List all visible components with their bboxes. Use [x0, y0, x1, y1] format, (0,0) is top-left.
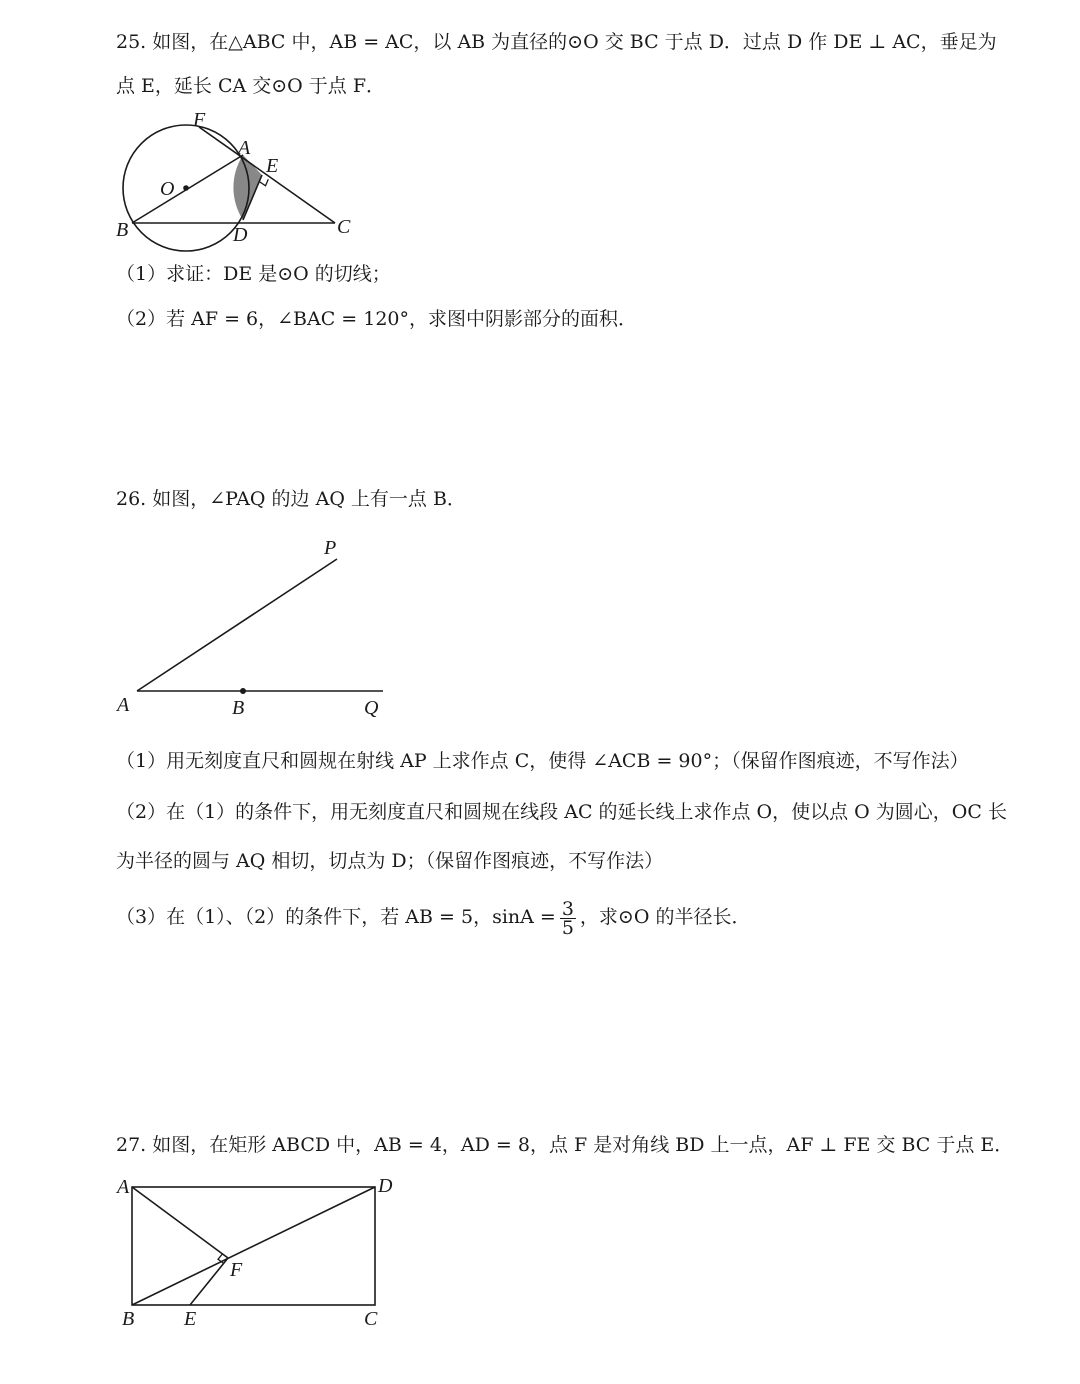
- q25-statement-line2: 点 E，延长 CA 交⊙O 于点 F．: [116, 75, 386, 97]
- q26-point-b: [240, 688, 246, 694]
- q26-part3: [116, 895, 750, 939]
- q26-label-q: Q: [364, 697, 379, 719]
- q26-fraction-denominator: 5: [561, 916, 574, 939]
- q27-diagonal-bd: [132, 1187, 375, 1305]
- q27-figure: [110, 1170, 410, 1335]
- q25-figure: [110, 105, 360, 255]
- q26-part2-line1: （2）在（1）的条件下，用无刻度直尺和圆规在线段 AC 的延长线上求作点 O，使以点 O 为圆心，OC 长: [116, 801, 1007, 823]
- q27-label-f: F: [230, 1259, 243, 1281]
- q27-segment-fe: [190, 1258, 228, 1305]
- q25-label-f: F: [193, 109, 206, 131]
- q25-center-dot: [183, 185, 189, 191]
- q25-label-b: B: [116, 219, 129, 241]
- q27-label-b: B: [122, 1308, 135, 1330]
- q26-label-a: A: [117, 694, 130, 716]
- q27-statement: 27. 如图，在矩形 ABCD 中，AB = 4，AD = 8，点 F 是对角线 BD 上一点，AF ⊥ FE 交 BC 于点 E．: [116, 1134, 1014, 1156]
- q26-fraction: [560, 897, 576, 939]
- q27-label-a: A: [117, 1176, 130, 1198]
- q25-label-o: O: [160, 178, 175, 200]
- q26-part2-line2: 为半径的圆与 AQ 相切，切点为 D；（保留作图痕迹，不写作法）: [116, 850, 664, 872]
- q26-ray-ap: [137, 559, 337, 691]
- q25-part1: （1）求证：DE 是⊙O 的切线；: [116, 263, 391, 285]
- q27-segment-af: [132, 1187, 228, 1258]
- q25-label-d: D: [233, 224, 248, 246]
- q26-part3-prefix: （3）在（1）、（2）的条件下，若 AB = 5，sinA =: [116, 906, 556, 928]
- q25-label-e: E: [266, 155, 279, 177]
- q25-label-c: C: [337, 216, 351, 238]
- q26-part1: （1）用无刻度直尺和圆规在射线 AP 上求作点 C，使得 ∠ACB = 90°；（保留作图痕迹，不写作法）: [116, 750, 969, 772]
- q27-label-e: E: [184, 1308, 197, 1330]
- q26-label-p: P: [324, 537, 337, 559]
- q25-statement-line1: 25. 如图，在△ABC 中，AB = AC，以 AB 为直径的⊙O 交 BC 于点 D．过点 D 作 DE ⊥ AC，垂足为: [116, 31, 997, 53]
- q26-fraction-numerator: 3: [561, 897, 574, 920]
- q26-label-b: B: [232, 697, 245, 719]
- q27-label-c: C: [364, 1308, 378, 1330]
- q25-part2: （2）若 AF = 6，∠BAC = 120°，求图中阴影部分的面积．: [116, 308, 638, 330]
- q25-label-a: A: [238, 137, 251, 159]
- q26-statement: 26. 如图，∠PAQ 的边 AQ 上有一点 B．: [116, 488, 466, 510]
- q26-figure: [110, 530, 400, 725]
- q26-part3-suffix: ，求⊙O 的半径长．: [579, 906, 751, 928]
- q27-label-d: D: [378, 1175, 393, 1197]
